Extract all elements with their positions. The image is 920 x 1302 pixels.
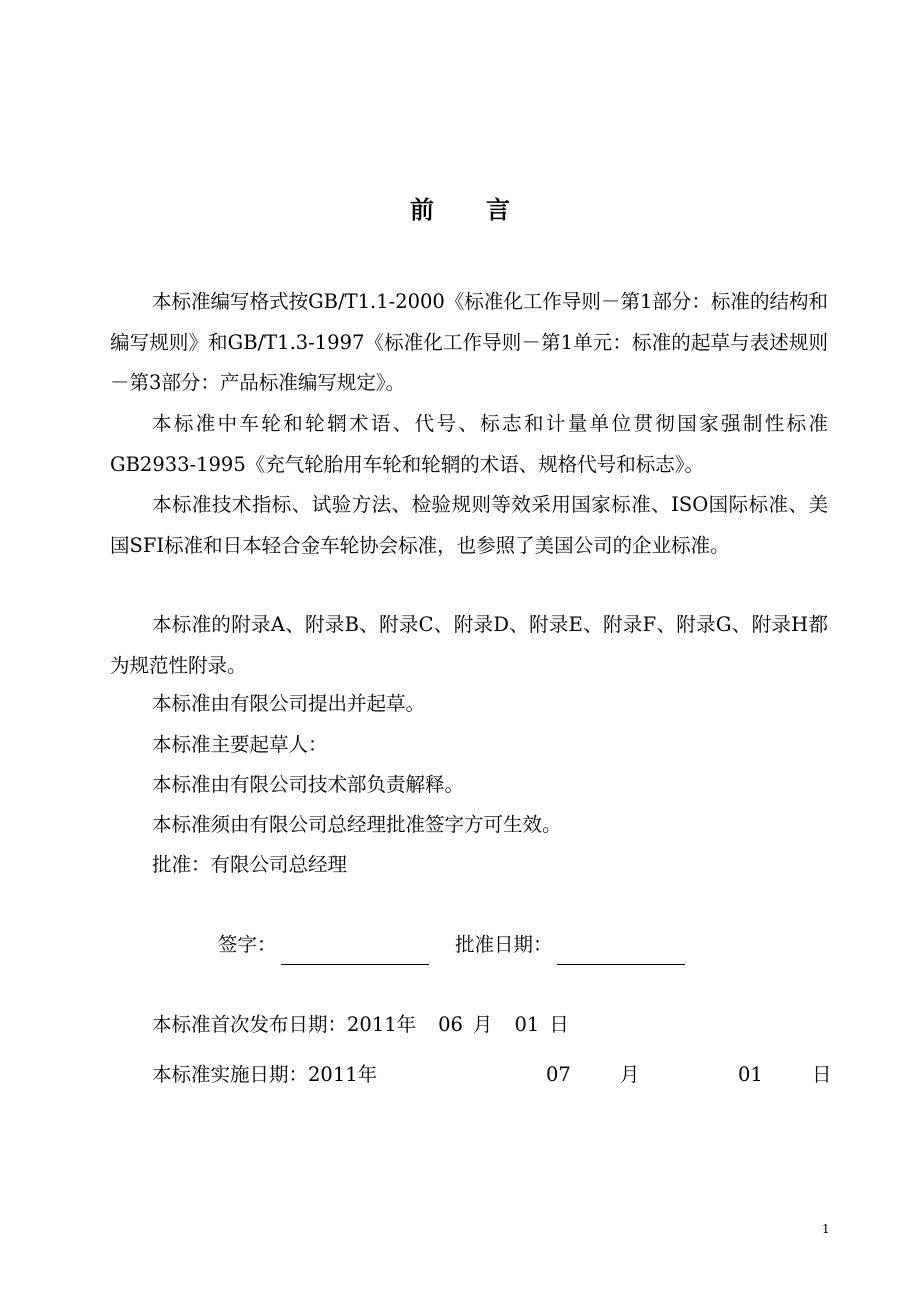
release-day-unit: 日 bbox=[549, 1013, 569, 1036]
page-number: 1 bbox=[822, 1222, 830, 1236]
proposer-line: 本标准由有限公司提出并起草。 bbox=[152, 692, 426, 715]
approval-line: 批准：有限公司总经理 bbox=[152, 853, 348, 876]
release-day: 01 bbox=[514, 1013, 540, 1036]
title-char-2: 言 bbox=[486, 195, 510, 224]
paragraph-technical: 本标准技术指标、试验方法、检验规则等效采用国家标准、ISO国际标准、美国SFI标准和日本轻合金车轮协会标准，也参照了美国公司的企业标准。 bbox=[110, 493, 828, 557]
signature-field bbox=[218, 925, 429, 965]
implementation-day: 01 bbox=[738, 1063, 763, 1086]
release-date-label: 本标准首次发布日期：2011年 bbox=[152, 1013, 417, 1036]
title-char-1: 前 bbox=[410, 195, 434, 224]
approval-date-field bbox=[455, 925, 685, 965]
approval-date-blank[interactable] bbox=[557, 938, 685, 965]
paragraph-format: 本标准编写格式按GB/T1.1-2000《标准化工作导则－第1部分：标准的结构和编写规则》和GB/T1.3-1997《标准化工作导则－第1单元：标准的起草与表述规则－第3部分：产品标准编写规定》。 bbox=[110, 290, 828, 394]
effect-line: 本标准须由有限公司总经理批准签字方可生效。 bbox=[152, 813, 562, 836]
implementation-month: 07 bbox=[546, 1063, 571, 1086]
release-month: 06 bbox=[438, 1013, 463, 1036]
signature-label: 签字： bbox=[218, 933, 277, 956]
release-month-unit: 月 bbox=[472, 1013, 493, 1036]
paragraph-terminology: 本标准中车轮和轮辋术语、代号、标志和计量单位贯彻国家强制性标准GB2933-1995《充气轮胎用车轮和轮辋的术语、规格代号和标志》。 bbox=[110, 412, 828, 476]
implementation-day-unit: 日 bbox=[812, 1063, 832, 1086]
page-title bbox=[0, 190, 920, 225]
paragraph-appendix: 本标准的附录A、附录B、附录C、附录D、附录E、附录F、附录G、附录H都为规范性附录。 bbox=[110, 613, 828, 677]
signature-blank[interactable] bbox=[281, 938, 429, 965]
approval-date-label: 批准日期： bbox=[455, 933, 553, 956]
implementation-month-unit: 月 bbox=[620, 1063, 640, 1086]
drafters-line: 本标准主要起草人： bbox=[152, 733, 328, 756]
interpretation-line: 本标准由有限公司技术部负责解释。 bbox=[152, 773, 465, 796]
release-date-line bbox=[152, 1005, 569, 1045]
implementation-date-label: 本标准实施日期：2011年 bbox=[152, 1063, 378, 1086]
